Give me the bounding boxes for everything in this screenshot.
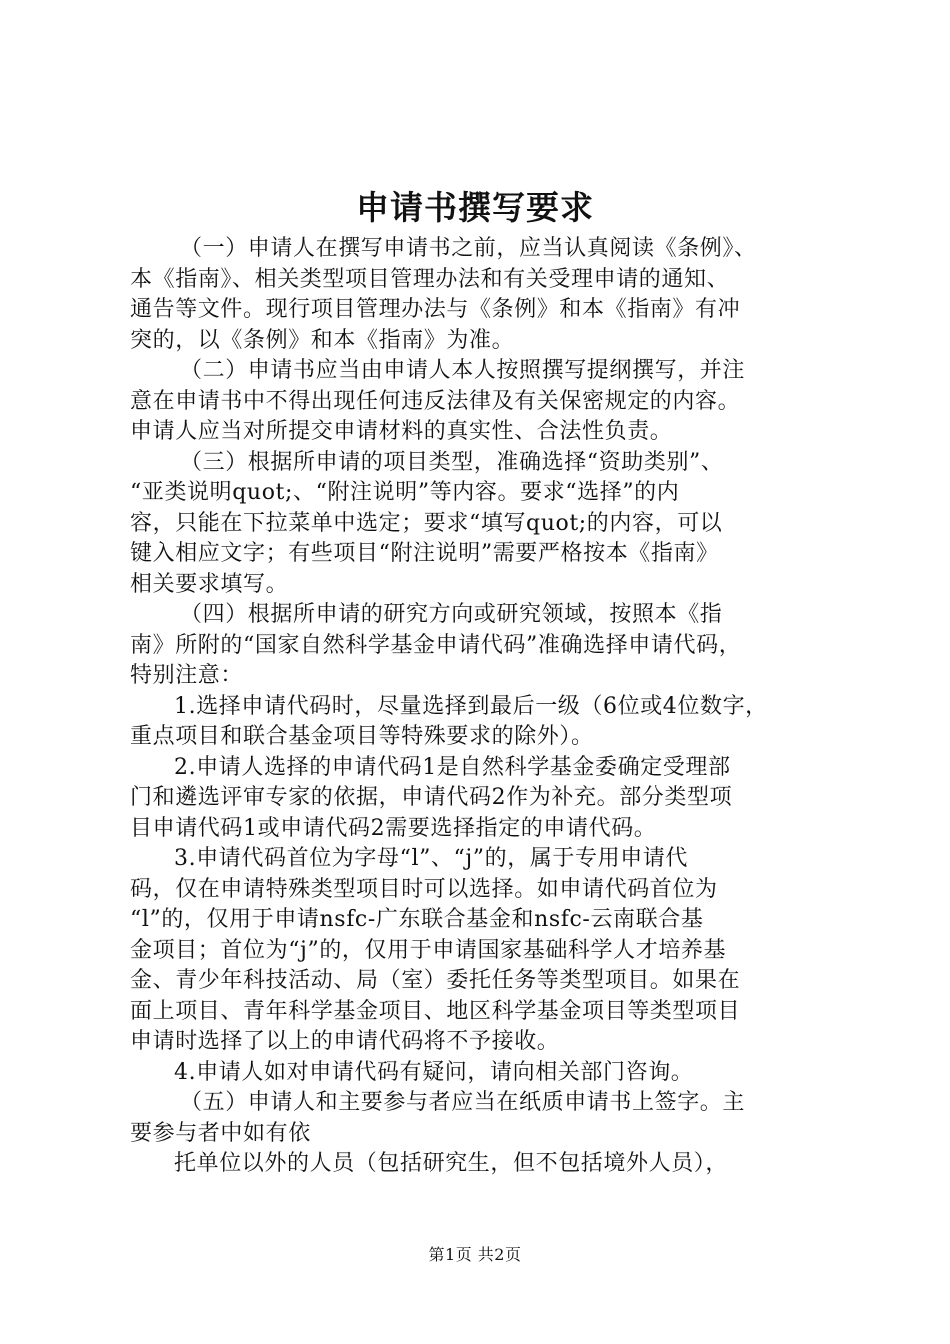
paragraph-line: （三）根据所申请的项目类型，准确选择“资助类别”、 — [180, 449, 724, 475]
list-item-line: 目申请代码1或申请代码2需要选择指定的申请代码。 — [130, 815, 657, 841]
list-item-line: 1.选择申请代码时，尽量选择到最后一级（6位或4位数字， — [174, 693, 768, 719]
list-item-line: 门和遴选评审专家的依据，申请代码2作为补充。部分类型项 — [130, 785, 733, 810]
paragraph-line: （五）申请人和主要参与者应当在纸质申请书上签字。主 — [180, 1090, 746, 1115]
list-item-line: 码，仅在申请特殊类型项目时可以选择。如申请代码首位为 — [130, 876, 718, 902]
document-title: 申请书撰写要求 — [356, 188, 594, 227]
paragraph-line: 相关要求填写。 — [130, 571, 289, 597]
paragraph-line: “亚类说明quot;、“附注说明”等内容。要求“选择”的内 — [130, 480, 680, 505]
paragraph-line: 容，只能在下拉菜单中选定；要求“填写quot;的内容，可以 — [130, 510, 723, 536]
document-body — [130, 234, 830, 1180]
list-item-line: 2.申请人选择的申请代码1是自然科学基金委确定受理部 — [174, 754, 731, 780]
paragraph-line: 意在申请书中不得出现任何违反法律及有关保密规定的内容。 — [130, 388, 741, 414]
list-item-line: 金项目；首位为“j”的，仅用于申请国家基础科学人才培养基 — [130, 937, 727, 963]
list-item-line: 3.申请代码首位为字母“l”、“j”的，属于专用申请代 — [174, 846, 689, 871]
paragraph-line: 申请人应当对所提交申请材料的真实性、合法性负责。 — [130, 419, 673, 444]
paragraph-line: （四）根据所申请的研究方向或研究领域，按照本《指 — [180, 602, 723, 627]
list-item-line: 申请时选择了以上的申请代码将不予接收。 — [130, 1029, 560, 1054]
paragraph-line: 键入相应文字；有些项目“附注说明”需要严格按本《指南》 — [130, 541, 719, 566]
paragraph-line: 托单位以外的人员（包括研究生，但不包括境外人员）， — [174, 1151, 729, 1176]
list-item-line: 面上项目、青年科学基金项目、地区科学基金项目等类型项目 — [130, 998, 741, 1024]
paragraph-line: 要参与者中如有依 — [130, 1120, 311, 1146]
paragraph-line: 突的，以《条例》和本《指南》为准。 — [130, 327, 515, 353]
paragraph-line: （一）申请人在撰写申请书之前，应当认真阅读《条例》、 — [180, 236, 757, 261]
list-item-line: 金、青少年科技活动、局（室）委托任务等类型项目。如果在 — [130, 968, 741, 993]
paragraph-line: 通告等文件。现行项目管理办法与《条例》和本《指南》有冲 — [130, 297, 741, 322]
paragraph-line: 南》所附的“国家自然科学基金申请代码”准确选择申请代码， — [130, 632, 742, 658]
paragraph-line: 特别注意： — [130, 663, 244, 688]
page-footer: 第1页 共2页 — [428, 1245, 522, 1264]
list-item-line: 4.申请人如对申请代码有疑问，请向相关部门咨询。 — [174, 1059, 694, 1085]
paragraph-line: （二）申请书应当由申请人本人按照撰写提纲撰写，并注 — [180, 358, 746, 383]
list-item-line: 重点项目和联合基金项目等特殊要求的除外）。 — [130, 724, 594, 749]
list-item-line: “l”的，仅用于申请nsfc-广东联合基金和nsfc-云南联合基 — [130, 907, 704, 932]
paragraph-line: 本《指南》、相关类型项目管理办法和有关受理申请的通知、 — [130, 266, 730, 292]
